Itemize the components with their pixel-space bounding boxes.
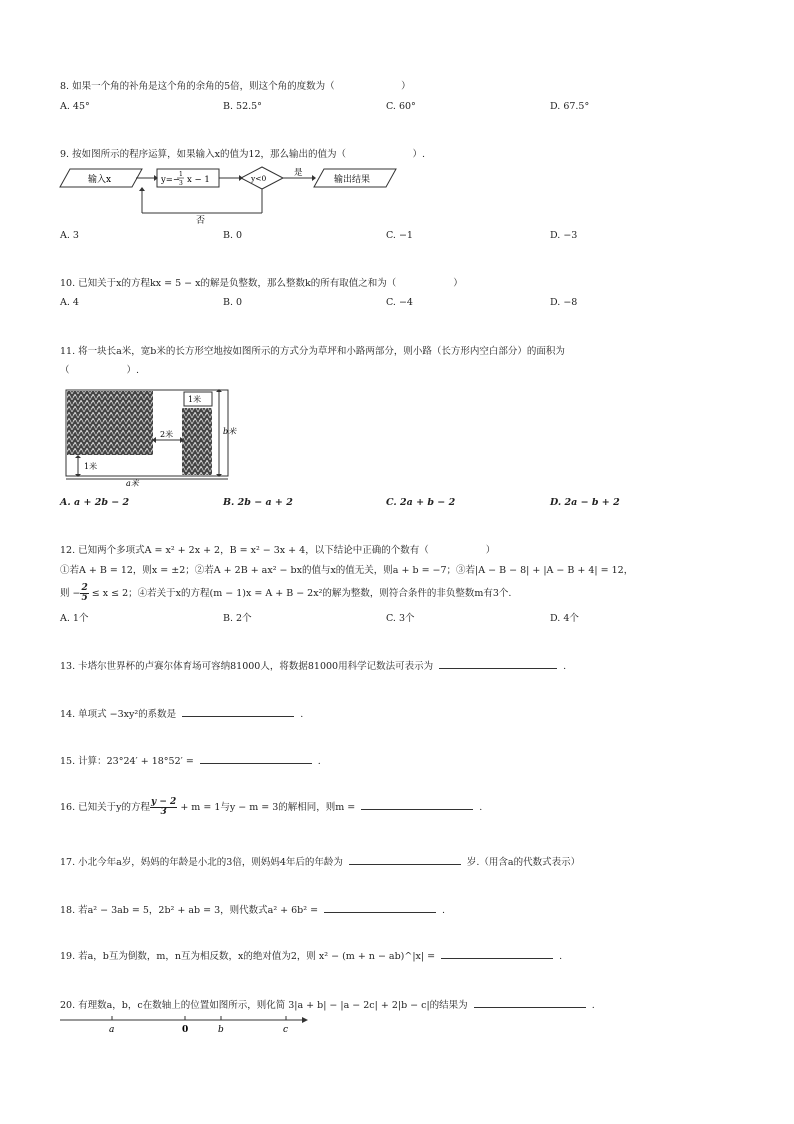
flow-formula-num: 1 (179, 171, 183, 178)
q12-line3-pre: 则 − (60, 588, 81, 599)
q9-options (60, 230, 740, 244)
q19-answer-blank[interactable] (441, 948, 553, 959)
q8-stem: 8. 如果一个角的补角是这个角的余角的5倍，则这个角的度数为（ ） (60, 81, 411, 92)
q18-text: 18. 若a² − 3ab = 5，2b² + ab = 3，则代数式a² + 6b² = (60, 905, 319, 916)
q16-answer-blank[interactable] (361, 799, 473, 810)
q10-options (60, 297, 740, 311)
q9-flowchart (58, 165, 400, 227)
q13 (60, 658, 566, 674)
q19-end: . (559, 951, 563, 962)
q11-option-a[interactable]: A. a + 2b − 2 (60, 497, 130, 508)
q8-option-b[interactable]: B. 52.5° (223, 101, 262, 112)
q10-option-d[interactable]: D. −8 (550, 297, 578, 308)
q8-option-c[interactable]: C. 60° (386, 101, 416, 112)
q13-text: 13. 卡塔尔世界杯的卢赛尔体育场可容纳81000人，将数据81000用科学记数法可表示为 (60, 661, 434, 672)
fig-bottom-label: 1米 (84, 462, 98, 471)
q14-answer-blank[interactable] (182, 706, 294, 717)
flow-formula-pre: y=− (161, 175, 181, 185)
q19 (60, 948, 562, 964)
q8-options (60, 101, 740, 115)
q9-option-b[interactable]: B. 0 (223, 230, 243, 241)
q18-end: . (442, 905, 446, 916)
q20-number-line (58, 1012, 310, 1036)
flow-no-label: 否 (196, 216, 206, 226)
q16-text-mid: + m = 1与y − m = 3的解相同，则m = (177, 802, 356, 813)
axis-label-c: c (283, 1025, 289, 1035)
q8-option-d[interactable]: D. 67.5° (550, 101, 590, 112)
q15 (60, 753, 321, 769)
q18-answer-blank[interactable] (324, 902, 436, 913)
q11-option-c[interactable]: C. 2a + b − 2 (386, 497, 456, 508)
flow-formula-post: x − 1 (187, 175, 210, 185)
q20-text: 20. 有理数a，b，c在数轴上的位置如图所示，则化简 3|a + b| − |a − 2c| + 2|b − c|的结果为 (60, 1000, 468, 1011)
q15-text: 15. 计算：23°24′ + 18°52′ = (60, 756, 194, 767)
lawn-right (182, 408, 212, 475)
q9-option-d[interactable]: D. −3 (550, 230, 578, 241)
q19-text: 19. 若a，b互为倒数，m，n互为相反数，x的绝对值为2，则 x² − (m + n − ab)^|x| = (60, 951, 436, 962)
lawn-left (67, 391, 153, 455)
q14-end: . (300, 709, 304, 720)
flow-condition: y<0 (251, 174, 267, 183)
q20 (60, 997, 595, 1013)
q17-answer-blank[interactable] (349, 854, 461, 865)
q15-end: . (317, 756, 321, 767)
q16-frac-den: 3 (160, 807, 167, 817)
q14-text: 14. 单项式 −3xy²的系数是 (60, 709, 177, 720)
q11-stem-line2: （ ）. (60, 365, 140, 376)
fig-top-label: 1米 (188, 395, 202, 404)
fig-base-label: a米 (126, 479, 139, 488)
q11-stem-line1: 11. 将一块长a米，宽b米的长方形空地按如图所示的方式分为草坪和小路两部分，则小路（长方形内空白部分）的面积为 (60, 346, 565, 357)
q15-answer-blank[interactable] (200, 753, 312, 764)
q12-frac-den: 5 (81, 593, 88, 603)
q20-answer-blank[interactable] (474, 997, 586, 1008)
q17-text: 17. 小北今年a岁，妈妈的年龄是小北的3倍，则妈妈4年后的年龄为 (60, 857, 343, 868)
q11-options (60, 497, 740, 511)
q9-option-c[interactable]: C. −1 (386, 230, 413, 241)
q12-line3-post: ≤ x ≤ 2；④若关于x的方程(m − 1)x = A + B − 2x²的解为整数，则符合条件的非负整数m有3个. (88, 588, 512, 599)
flow-yes-label: 是 (294, 168, 303, 178)
q20-end: . (591, 1000, 595, 1011)
q10-stem: 10. 已知关于x的方程kx = 5 − x的解是负整数，那么整数k的所有取值之和为（ ） (60, 278, 463, 289)
q12-option-c[interactable]: C. 3个 (386, 613, 415, 624)
fig-mid-label: 2米 (160, 430, 174, 439)
q12-stem: 12. 已知两个多项式A = x² + 2x + 2，B = x² − 3x + 4，以下结论中正确的个数有（ ） (60, 545, 496, 556)
q13-answer-blank[interactable] (439, 658, 557, 669)
flow-output-label: 输出结果 (334, 175, 371, 185)
q11-option-b[interactable]: B. 2b − a + 2 (223, 497, 293, 508)
flow-input-label: 输入x (88, 175, 112, 185)
q10-option-a[interactable]: A. 4 (60, 297, 79, 308)
q16-end: . (479, 802, 483, 813)
q12-option-d[interactable]: D. 4个 (550, 613, 579, 624)
q16-text: 16. 已知关于y的方程 (60, 802, 150, 813)
q9-option-a[interactable]: A. 3 (60, 230, 79, 241)
axis-label-zero: 0 (182, 1025, 189, 1035)
q11-figure (60, 382, 250, 488)
q10-option-b[interactable]: B. 0 (223, 297, 243, 308)
q10-option-c[interactable]: C. −4 (386, 297, 413, 308)
q8-option-a[interactable]: A. 45° (60, 101, 90, 112)
q14 (60, 706, 303, 722)
q12-line2: ①若A + B = 12，则x = ±2；②若A + 2B + ax² − bx的值与x的值无关，则a + b = −7；③若|A − B − 8| + |A − B + 4| = 12， (60, 565, 634, 576)
q16 (60, 796, 482, 820)
axis-label-b: b (218, 1025, 224, 1035)
q17-end: 岁.（用含a的代数式表示） (466, 857, 581, 868)
fig-right-label: b米 (223, 427, 237, 436)
axis-label-a: a (109, 1025, 115, 1035)
q16-fraction (150, 798, 177, 817)
q12-fraction (80, 584, 88, 603)
q13-end: . (563, 661, 567, 672)
q12-line3 (60, 584, 511, 604)
q18 (60, 902, 445, 918)
flow-formula-den: 3 (179, 180, 183, 187)
q12-option-b[interactable]: B. 2个 (223, 613, 252, 624)
q12-options (60, 610, 740, 624)
q17 (60, 854, 580, 870)
q9-stem: 9. 按如图所示的程序运算，如果输入x的值为12，那么输出的值为（ ）. (60, 149, 426, 160)
q12-option-a[interactable]: A. 1个 (60, 613, 89, 624)
q12-frac-num: 2 (81, 583, 88, 593)
q11-option-d[interactable]: D. 2a − b + 2 (550, 497, 620, 508)
q16-frac-num: y − 2 (151, 797, 177, 807)
